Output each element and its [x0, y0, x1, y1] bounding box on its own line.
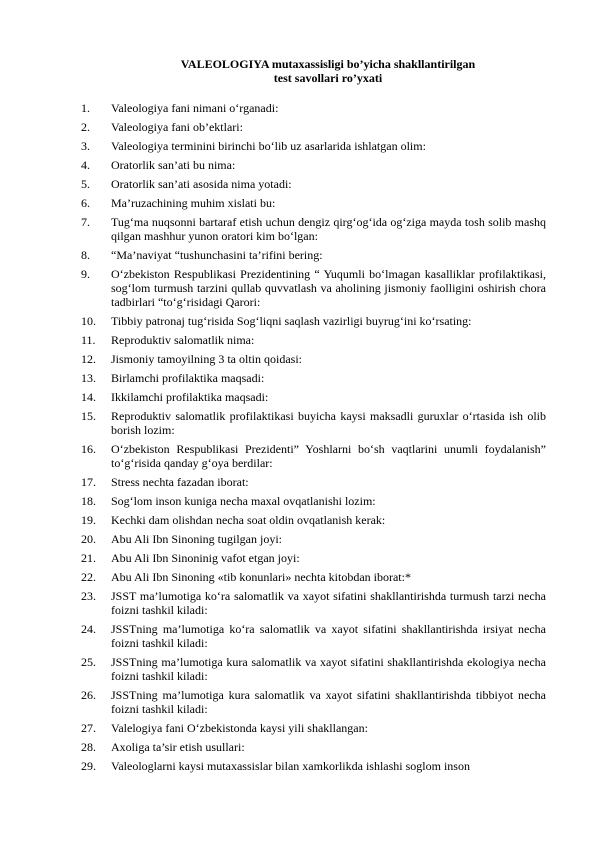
question-number: 12. — [81, 352, 96, 366]
question-item — [81, 494, 546, 508]
question-number: 13. — [81, 371, 96, 385]
question-item — [81, 513, 546, 527]
question-number: 26. — [81, 688, 96, 702]
question-number: 11. — [81, 333, 96, 347]
question-text: Tibbiy patronaj tug‘risida Sog‘liqni saqlash vazirligi buyrug‘ini ko‘rsating: — [111, 314, 472, 328]
question-number: 5. — [81, 177, 90, 191]
question-number: 1. — [81, 101, 90, 115]
question-item — [81, 721, 546, 735]
question-text: Axoliga ta’sir etish usullari: — [111, 740, 245, 754]
question-text: O‘zbekiston Respublikasi Prezidentining “ Yuqumli bo‘lmagan kasalliklar profilaktikasi, sog‘lom turmush tarzini qullab quvvatlash va aholining jismoniy faolligini oshirish chora tadbirlari “to‘g‘risidagi Qarori: — [111, 267, 546, 309]
question-number: 18. — [81, 494, 96, 508]
question-number: 9. — [81, 267, 90, 281]
question-item — [81, 622, 546, 650]
question-item — [81, 688, 546, 716]
question-number: 17. — [81, 475, 96, 489]
question-item — [81, 267, 546, 309]
question-item — [81, 101, 546, 115]
question-item — [81, 532, 546, 546]
question-item — [81, 158, 546, 172]
question-item — [81, 177, 546, 191]
question-item — [81, 139, 546, 153]
question-item — [81, 551, 546, 565]
question-text: Oratorlik san’ati bu nima: — [111, 158, 236, 172]
question-item — [81, 655, 546, 683]
question-number: 14. — [81, 390, 96, 404]
question-text: “Ma’naviyat “tushunchasini ta’rifini bering: — [111, 248, 323, 262]
question-number: 10. — [81, 314, 96, 328]
question-item — [81, 120, 546, 134]
question-number: 22. — [81, 570, 96, 584]
question-item — [81, 371, 546, 385]
question-text: Valelogiya fani O‘zbekistonda kaysi yili shakllangan: — [111, 721, 368, 735]
question-number: 29. — [81, 759, 96, 773]
question-text: Tug‘ma nuqsonni bartaraf etish uchun dengiz qirg‘og‘ida og‘ziga mayda tosh solib mashq qilgan mashhur yunon oratori kim bo‘lgan: — [111, 215, 546, 243]
question-number: 27. — [81, 721, 96, 735]
question-number: 7. — [81, 215, 90, 229]
question-number: 2. — [81, 120, 90, 134]
question-text: Stress nechta fazadan iborat: — [111, 475, 249, 489]
question-text: Valeologlarni kaysi mutaxassislar bilan xamkorlikda ishlashi soglom inson — [111, 759, 470, 773]
question-text: Valeologiya fani ob’ektlari: — [111, 120, 243, 134]
question-number: 3. — [81, 139, 90, 153]
question-text: JSSTning ma’lumotiga kura salomatlik va xayot sifatini shakllantirishda tibbiyot necha foizni tashkil kiladi: — [111, 688, 546, 716]
question-text: Reproduktiv salomatlik nima: — [111, 333, 255, 347]
question-text: Birlamchi profilaktika maqsadi: — [111, 371, 265, 385]
question-text: Abu Ali Ibn Sinoninig vafot etgan joyi: — [111, 551, 300, 565]
question-item — [81, 333, 546, 347]
document-subtitle: test savollari ro’yxati — [273, 71, 383, 85]
question-number: 15. — [81, 409, 96, 423]
question-number: 4. — [81, 158, 90, 172]
question-text: Valeologiya terminini birinchi bo‘lib uz asarlarida ishlatgan olim: — [111, 139, 426, 153]
question-number: 28. — [81, 740, 96, 754]
question-text: Sog‘lom inson kuniga necha maxal ovqatlanishi lozim: — [111, 494, 376, 508]
question-number: 8. — [81, 248, 90, 262]
question-number: 24. — [81, 622, 96, 636]
question-text: Ikkilamchi profilaktika maqsadi: — [111, 390, 269, 404]
question-number: 19. — [81, 513, 96, 527]
question-item — [81, 352, 546, 366]
question-text: JSSTning ma’lumotiga kura salomatlik va xayot sifatini shakllantirishda ekologiya necha foizni tashkil kiladi: — [111, 655, 546, 683]
question-text: Oratorlik san’ati asosida nima yotadi: — [111, 177, 292, 191]
question-item — [81, 248, 546, 262]
question-text: Abu Ali Ibn Sinoning «tib konunlari» nechta kitobdan iborat:* — [111, 570, 411, 584]
question-item — [81, 475, 546, 489]
question-text: JSST ma’lumotiga ko‘ra salomatlik va xayot sifatini shakllantirishda turmush tarzi necha foizni tashkil kiladi: — [111, 589, 546, 617]
question-item — [81, 570, 546, 584]
question-number: 23. — [81, 589, 96, 603]
question-item — [81, 759, 546, 773]
question-item — [81, 442, 546, 470]
question-item — [81, 390, 546, 404]
question-number: 6. — [81, 196, 90, 210]
question-number: 21. — [81, 551, 96, 565]
question-item — [81, 740, 546, 754]
question-text: Jismoniy tamoyilning 3 ta oltin qoidasi: — [111, 352, 302, 366]
question-number: 16. — [81, 442, 96, 456]
question-item — [81, 196, 546, 210]
question-item — [81, 314, 546, 328]
question-item — [81, 589, 546, 617]
question-number: 20. — [81, 532, 96, 546]
question-text: JSSTning ma’lumotiga ko‘ra salomatlik va xayot sifatini shakllantirishda irsiyat necha foizni tashkil kiladi: — [111, 622, 546, 650]
question-text: Kechki dam olishdan necha soat oldin ovqatlanish kerak: — [111, 513, 386, 527]
question-text: Ma’ruzachining muhim xislati bu: — [111, 196, 276, 210]
question-item — [81, 215, 546, 243]
question-text: Abu Ali Ibn Sinoning tugilgan joyi: — [111, 532, 283, 546]
question-text: Valeologiya fani nimani o‘rganadi: — [111, 101, 279, 115]
document-title: VALEOLOGIYA mutaxassisligi bo’yicha shakllantirilgan — [180, 57, 476, 71]
question-number: 25. — [81, 655, 96, 669]
question-text: O‘zbekiston Respublikasi Prezidenti” Yoshlarni bo‘sh vaqtlarini unumli foydalanish” to‘g‘risida qanday g‘oya berdilar: — [111, 442, 546, 470]
question-item — [81, 409, 546, 437]
question-list — [81, 101, 546, 778]
question-text: Reproduktiv salomatlik profilaktikasi buyicha kaysi maksadli guruxlar o‘rtasida ish olib borish lozim: — [111, 409, 546, 437]
